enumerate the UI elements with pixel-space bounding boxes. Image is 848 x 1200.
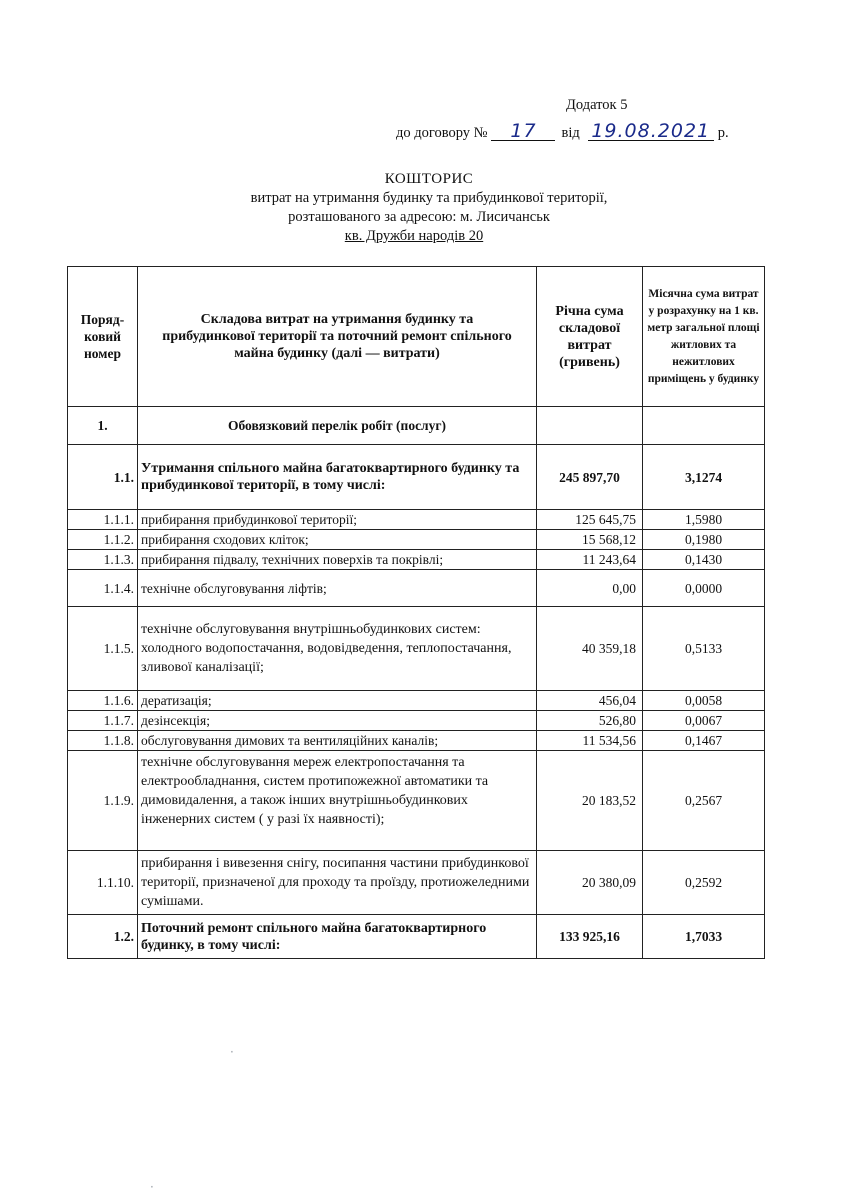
row-annual-sum: 0,00 [537, 570, 643, 607]
section-empty-month [643, 407, 765, 445]
row-number: 1.1.10. [68, 851, 138, 915]
row-number: 1.1.5. [68, 607, 138, 691]
row-description: прибирання прибудинкової території; [138, 510, 537, 530]
row-annual-sum: 245 897,70 [537, 445, 643, 510]
row-description: обслуговування димових та вентиляційних каналів; [138, 731, 537, 751]
row-monthly-sum: 0,5133 [643, 607, 765, 691]
estimate-table [67, 266, 765, 959]
header-annual-sum: Річна сума складової витрат (гривень) [537, 267, 643, 407]
row-description: прибирання підвалу, технічних поверхів та покрівлі; [138, 550, 537, 570]
contract-number-blank [491, 122, 555, 141]
row-number: 1.1.6. [68, 691, 138, 711]
row-monthly-sum: 0,1980 [643, 530, 765, 550]
scan-speck: · [230, 1045, 234, 1059]
contract-prefix: до договору № [396, 125, 488, 141]
row-monthly-sum: 3,1274 [643, 445, 765, 510]
row-monthly-sum: 0,0000 [643, 570, 765, 607]
contract-line [396, 122, 729, 142]
table-row [68, 731, 765, 751]
table-row [68, 607, 765, 691]
row-monthly-sum: 0,1467 [643, 731, 765, 751]
section-number: 1. [68, 407, 138, 445]
row-number: 1.1.1. [68, 510, 138, 530]
table-row [68, 711, 765, 731]
row-annual-sum: 11 243,64 [537, 550, 643, 570]
row-monthly-sum: 0,2567 [643, 751, 765, 851]
row-description: технічне обслуговування внутрішньобудинкових систем: холодного водопостачання, водовідведення, теплопостачання, зливової каналізації; [138, 607, 537, 691]
row-annual-sum: 20 380,09 [537, 851, 643, 915]
row-number: 1.1.2. [68, 530, 138, 550]
header-monthly-sum: Місячна сума витрат у розрахунку на 1 кв. метр загальної площі житлових та нежитлових приміщень у будинку [643, 267, 765, 407]
scan-speck: · [150, 1180, 154, 1194]
row-annual-sum: 526,80 [537, 711, 643, 731]
section-row [68, 407, 765, 445]
title-main: КОШТОРИС [384, 171, 474, 187]
table-row [68, 570, 765, 607]
annex-label: Додаток 5 [566, 97, 628, 113]
row-description: прибирання сходових кліток; [138, 530, 537, 550]
title-line-3: розташованого за адресою: м. Лисичанськ [288, 209, 550, 225]
row-annual-sum: 15 568,12 [537, 530, 643, 550]
row-monthly-sum: 0,0058 [643, 691, 765, 711]
row-description: дератизація; [138, 691, 537, 711]
row-monthly-sum: 1,7033 [643, 915, 765, 959]
row-monthly-sum: 1,5980 [643, 510, 765, 530]
title-line-2: витрат на утримання будинку та прибудинкової території, [250, 190, 608, 206]
header-number: Поряд-ковий номер [68, 267, 138, 407]
row-number: 1.2. [68, 915, 138, 959]
table-row [68, 550, 765, 570]
row-annual-sum: 133 925,16 [537, 915, 643, 959]
row-number: 1.1.9. [68, 751, 138, 851]
row-description: дезінсекція; [138, 711, 537, 731]
table-row [68, 915, 765, 959]
row-annual-sum: 40 359,18 [537, 607, 643, 691]
table-row [68, 445, 765, 510]
row-description: технічне обслуговування мереж електропостачання та електрообладнання, систем протипожежної автоматики та димовидалення, а також інших внутрішньобудинкових інженерних систем ( у разі їх наявності); [138, 751, 537, 851]
date-prefix: від [561, 125, 580, 141]
row-number: 1.1.7. [68, 711, 138, 731]
table-row [68, 530, 765, 550]
contract-date-handwritten: 19.08.2021 [591, 120, 711, 142]
table-header-row [68, 267, 765, 407]
date-suffix: р. [717, 125, 729, 141]
row-monthly-sum: 0,0067 [643, 711, 765, 731]
row-description: прибирання і вивезення снігу, посипання частини прибудинкової території, призначеної для проходу та проїзду, протиожеледними сумішами. [138, 851, 537, 915]
table-row [68, 691, 765, 711]
contract-date-blank [588, 122, 714, 141]
row-monthly-sum: 0,2592 [643, 851, 765, 915]
row-annual-sum: 20 183,52 [537, 751, 643, 851]
header-description: Складова витрат на утримання будинку та прибудинкової території та поточний ремонт спільного майна будинку (далі — витрати) [138, 267, 537, 407]
row-number: 1.1. [68, 445, 138, 510]
table-row [68, 851, 765, 915]
row-description: Утримання спільного майна багатоквартирного будинку та прибудинкової території, в тому числі: [138, 445, 537, 510]
row-annual-sum: 11 534,56 [537, 731, 643, 751]
section-title: Обовязковий перелік робіт (послуг) [138, 407, 537, 445]
table-row [68, 510, 765, 530]
row-number: 1.1.8. [68, 731, 138, 751]
row-annual-sum: 456,04 [537, 691, 643, 711]
row-number: 1.1.4. [68, 570, 138, 607]
document-title [0, 170, 848, 246]
table-row [68, 751, 765, 851]
row-monthly-sum: 0,1430 [643, 550, 765, 570]
row-annual-sum: 125 645,75 [537, 510, 643, 530]
contract-number-handwritten: 17 [510, 120, 537, 142]
title-address: кв. Дружби народів 20 [344, 228, 484, 244]
row-number: 1.1.3. [68, 550, 138, 570]
section-empty-year [537, 407, 643, 445]
row-description: Поточний ремонт спільного майна багатоквартирного будинку, в тому числі: [138, 915, 537, 959]
row-description: технічне обслуговування ліфтів; [138, 570, 537, 607]
